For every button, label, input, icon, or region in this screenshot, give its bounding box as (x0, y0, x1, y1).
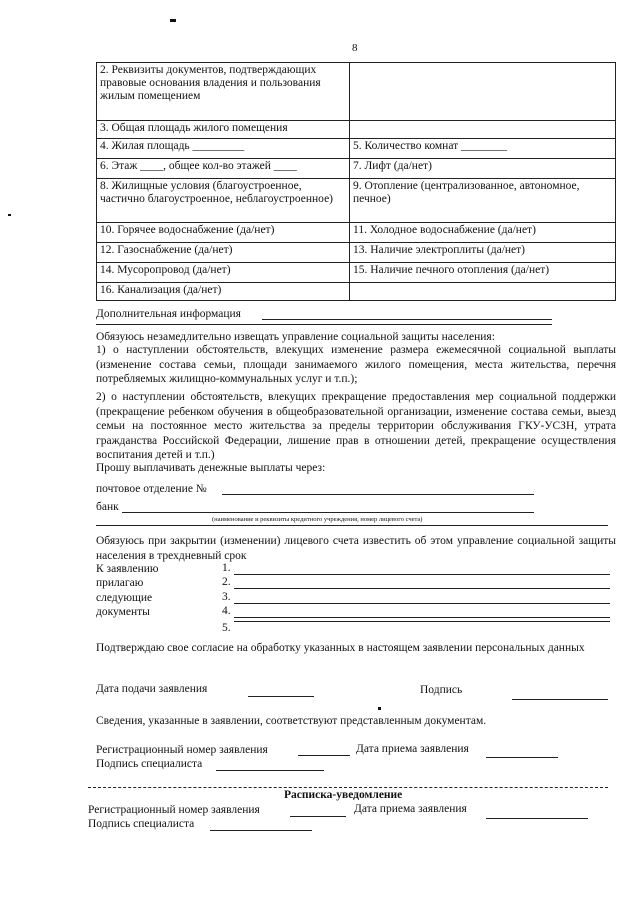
obligation-item-2: 2) о наступлении обстоятельств, влекущих прекращение предоставления мер социальной поддержки (прекращение ребенком обучения в общеобразовательной организации, изменение состава семьи, выезд семьи на постоянное место жительства за пределы территории обслуживания ГКУ-УСЗН, утрата гражданства Российской Федерации, лишение прав в отношении детей, прекращение осуществления воспитания детей и т.п.) (96, 391, 616, 461)
cell-sewerage-blank[interactable] (350, 283, 616, 301)
receipt-reg-number-field[interactable] (290, 816, 346, 817)
signature-field[interactable] (512, 699, 608, 700)
cell-rooms: 5. Количество комнат ________ (350, 139, 616, 159)
cell-gas: 12. Газоснабжение (да/нет) (97, 243, 350, 263)
attachment-field-5[interactable] (234, 621, 610, 622)
submission-date-field[interactable] (248, 696, 314, 697)
cell-documents: 2. Реквизиты документов, подтверждающих правовые основания владения и пользования жилым помещением (97, 63, 350, 121)
cell-total-area: 3. Общая площадь жилого помещения (97, 121, 350, 139)
scan-speck (170, 19, 176, 22)
page-number: 8 (352, 42, 358, 54)
housing-table (96, 62, 616, 301)
attachments-label-4: документы (96, 606, 150, 618)
attachments-label-2: прилагаю (96, 577, 144, 589)
cell-heating: 9. Отопление (централизованное, автономное, печное) (350, 179, 616, 223)
submission-date-label: Дата подачи заявления (96, 683, 208, 695)
additional-info-label: Дополнительная информация (96, 308, 241, 320)
cell-conditions: 8. Жилищные условия (благоустроенное, частично благоустроенное, неблагоустроенное) (97, 179, 350, 223)
scan-speck (378, 707, 381, 710)
cell-electric-stove: 13. Наличие электроплиты (да/нет) (350, 243, 616, 263)
obligation-intro: Обязуюсь незамедлительно извещать управление социальной защиты населения: (96, 331, 495, 343)
bank-field[interactable] (122, 512, 534, 513)
cell-stove-heating: 15. Наличие печного отопления (да/нет) (350, 263, 616, 283)
receipt-specialist-field[interactable] (210, 830, 312, 831)
cell-floor: 6. Этаж ____, общее кол-во этажей ____ (97, 159, 350, 179)
consent-text: Подтверждаю свое согласие на обработку указанных в настоящем заявлении персональных данных (96, 642, 585, 654)
attachment-num-2: 2. (222, 576, 231, 588)
cell-documents-value[interactable] (350, 63, 616, 121)
attachment-field-3[interactable] (234, 603, 610, 604)
attachment-num-5: 5. (222, 622, 231, 634)
signature-label: Подпись (420, 684, 463, 696)
receipt-divider (88, 787, 608, 788)
cell-total-area-value[interactable] (350, 121, 616, 139)
receipt-reg-number-label: Регистрационный номер заявления (88, 804, 260, 816)
cell-garbage-chute: 14. Мусоропровод (да/нет) (97, 263, 350, 283)
scan-speck (8, 214, 11, 216)
receipt-specialist-label: Подпись специалиста (88, 818, 195, 830)
additional-info-line-2[interactable] (96, 324, 552, 325)
reg-number-field[interactable] (298, 755, 350, 756)
receipt-title: Расписка-уведомление (284, 789, 403, 801)
attachments-label-1: К заявлению (96, 563, 159, 575)
receipt-date-field[interactable] (486, 757, 558, 758)
specialist-signature-field[interactable] (216, 770, 324, 771)
attachment-field-1[interactable] (234, 574, 610, 575)
bank-label: банк (96, 501, 119, 513)
cell-cold-water: 11. Холодное водоснабжение (да/нет) (350, 223, 616, 243)
attachment-num-3: 3. (222, 591, 231, 603)
cell-hot-water: 10. Горячее водоснабжение (да/нет) (97, 223, 350, 243)
bank-caption-line (96, 525, 608, 526)
additional-info-line[interactable] (262, 319, 552, 320)
attachment-num-1: 1. (222, 562, 231, 574)
receipt-date-label-2: Дата приема заявления (354, 803, 467, 815)
account-obligation: Обязуюсь при закрытии (изменении) лицевого счета известить об этом управление социальной защиты населения в трехдневный срок (96, 535, 616, 562)
bank-caption: (наименование и реквизиты кредитного учреждения, номер лицевого счета) (212, 516, 423, 523)
reg-number-label: Регистрационный номер заявления (96, 744, 268, 756)
post-office-field[interactable] (222, 494, 534, 495)
attachments-label-3: следующие (96, 592, 153, 604)
cell-sewerage: 16. Канализация (да/нет) (97, 283, 350, 301)
receipt-date-field-2[interactable] (486, 818, 588, 819)
payment-request: Прошу выплачивать денежные выплаты через: (96, 462, 326, 474)
cell-living-area: 4. Жилая площадь _________ (97, 139, 350, 159)
attachment-field-4[interactable] (234, 617, 610, 618)
specialist-signature-label: Подпись специалиста (96, 758, 203, 770)
post-office-label: почтовое отделение № (96, 483, 207, 495)
obligation-item-1: 1) о наступлении обстоятельств, влекущих изменение размера ежемесячной социальной выплаты (изменение состава семьи, площади занимаемого жилого помещения, места жительства, перечня потребляемых жилищно-коммунальных услуг и т.п.); (96, 344, 616, 385)
verification-text: Сведения, указанные в заявлении, соответствуют представленным документам. (96, 715, 487, 727)
attachment-num-4: 4. (222, 605, 231, 617)
receipt-date-label: Дата приема заявления (356, 743, 469, 755)
attachment-field-2[interactable] (234, 588, 610, 589)
cell-elevator: 7. Лифт (да/нет) (350, 159, 616, 179)
